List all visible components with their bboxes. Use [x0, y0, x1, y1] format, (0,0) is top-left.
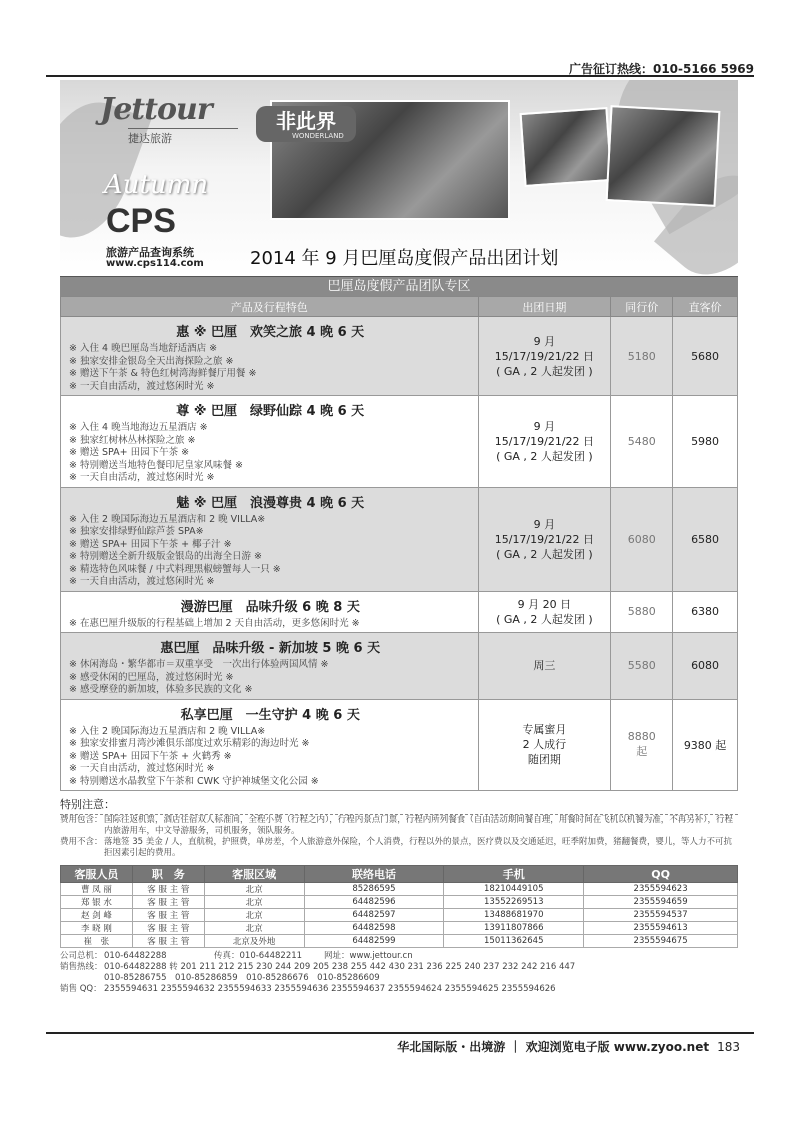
product-title: 魅 ※ 巴厘 浪漫尊贵 4 晚 6 天 [176, 495, 365, 511]
product-cell [61, 317, 479, 396]
product-feature: ※ 赠送 SPA+ 田园下午茶 ※ [69, 447, 190, 458]
zone-title: 巴厘岛度假产品团队专区 [60, 276, 738, 296]
notes [60, 814, 738, 859]
date-line: 2 人成行 [522, 738, 567, 752]
staff-cell: 北京 [204, 922, 304, 935]
date-cell [478, 396, 611, 488]
product-feature: ※ 一天自由活动，渡过悠闲时光 ※ [69, 380, 215, 392]
product-row [61, 633, 738, 700]
staff-header: 联络电话 [304, 866, 444, 883]
staff-cell: 客 服 主 管 [132, 909, 204, 922]
staff-header: 客服人员 [61, 866, 133, 883]
product-feature: ※ 在惠巴厘升级版的行程基础上增加 2 天自由活动，更多悠闲时光 ※ [69, 617, 360, 629]
staff-cell: 客 服 主 管 [132, 896, 204, 909]
note-key: 费用不含： [60, 837, 103, 847]
product-feature: ※ 入住 4 晚巴厘岛当地舒适酒店 ※ [69, 343, 218, 354]
product-header: 产品及行程特色 [61, 297, 479, 317]
date-line: 9 月 [533, 517, 556, 531]
product-feature: ※ 入住 2 晚国际海边五星酒店和 2 晚 VILLA※ [69, 725, 266, 737]
date-header: 出团日期 [478, 297, 611, 317]
product-feature: ※ 特别赠送水晶教堂下午茶和 CWK 守护神城堡文化公园 ※ [69, 775, 319, 787]
staff-cell: 李 晓 刚 [61, 922, 133, 935]
note-row [60, 837, 738, 859]
staff-cell: 郑 银 水 [61, 896, 133, 909]
product-feature: ※ 休闲海岛・繁华都市＝双重享受 一次出行体验两国风情 ※ [69, 659, 329, 670]
staff-cell: 北京 [204, 909, 304, 922]
date-line: 周三 [533, 659, 556, 673]
product-row [61, 699, 738, 791]
date-line: 随团期 [527, 753, 561, 767]
direct-price: 6380 [673, 591, 738, 633]
sales-qq: 2355594631 2355594632 2355594633 2355594636 2355594637 2355594624 2355594625 2355594626 [104, 984, 556, 994]
staff-header: 手机 [444, 866, 584, 883]
product-feature: ※ 独家安排蜜月湾沙滩俱乐部度过欢乐精彩的海边时光 ※ [69, 738, 310, 749]
bottom-rule [46, 1032, 754, 1034]
staff-row [61, 922, 738, 935]
jettour-logo: Jettour [100, 92, 212, 127]
staff-cell: 客 服 主 管 [132, 883, 204, 896]
note-value: 国际往返机票，酒店住宿双人标准间，全程小费（行程之内），行程内景点门票，行程内所列餐食（自由活动期间餐自理，用餐时间在飞机以机餐为准，不再另补），行程内旅游用车，中文导游服务，司机服务，领队服务。 [104, 815, 734, 836]
staff-cell: 64482597 [304, 909, 444, 922]
product-row [61, 396, 738, 488]
date-line: 15/17/19/21/22 日 [494, 532, 595, 546]
staff-cell: 13552269513 [444, 896, 584, 909]
fax: 传真：010-64482211 [214, 951, 303, 961]
product-cell [61, 633, 479, 700]
product-cell [61, 591, 479, 633]
date-cell [478, 633, 611, 700]
staff-cell: 64482599 [304, 935, 444, 948]
landscape-photo [520, 107, 613, 187]
product-row [61, 487, 738, 591]
partner-logo-sub: WONDERLAND [292, 132, 344, 140]
ad-hotline: 广告征订热线：010-5166 5969 [568, 62, 754, 76]
contact-key: 销售 QQ： [60, 984, 102, 994]
product-feature: ※ 精选特色风味餐 / 中式料理黑椒螃蟹每人一只 ※ [69, 563, 281, 575]
footer-text: 华北国际版・出境游 ｜ 欢迎浏览电子版 www.zyoo.net [397, 1040, 710, 1054]
staff-row [61, 896, 738, 909]
wedding-photo [606, 105, 721, 207]
date-line: 专属蜜月 [522, 723, 567, 737]
product-feature: ※ 赠送 SPA+ 田园下午茶 + 火鹤秀 ※ [69, 750, 232, 762]
notes-title: 特别注意： [60, 798, 115, 811]
website[interactable]: 网址：www.jettour.cn [324, 951, 413, 961]
page-number: 183 [717, 1040, 740, 1054]
direct-price: 6580 [673, 487, 738, 591]
staff-cell: 赵 剑 峰 [61, 909, 133, 922]
product-feature: ※ 赠送下午茶 & 特色红树湾海鲜餐厅用餐 ※ [69, 368, 257, 379]
date-cell [478, 699, 611, 791]
ad-page [60, 80, 738, 1030]
date-cell [478, 487, 611, 591]
product-feature: ※ 独家安排金银岛全天出海探险之旅 ※ [69, 355, 234, 367]
staff-cell: 13488681970 [444, 909, 584, 922]
staff-cell: 2355594537 [584, 909, 738, 922]
date-line: ( GA , 2 人起发团 ) [496, 449, 593, 463]
date-line: 15/17/19/21/22 日 [494, 434, 595, 448]
staff-row [61, 883, 738, 896]
staff-header: QQ [584, 866, 738, 883]
note-row [60, 815, 738, 837]
cps-subtitle: 旅游产品查询系统 [106, 246, 194, 259]
product-cell [61, 699, 479, 791]
staff-cell: 曹 凤 丽 [61, 883, 133, 896]
staff-header: 职 务 [132, 866, 204, 883]
jettour-logo-sub: 捷达旅游 [128, 128, 238, 146]
staff-cell: 北京及外地 [204, 935, 304, 948]
peer-price: 5180 [611, 317, 673, 396]
staff-cell: 18210449105 [444, 883, 584, 896]
staff-row [61, 935, 738, 948]
staff-cell: 85286595 [304, 883, 444, 896]
product-feature: ※ 赠送 SPA+ 田园下午茶 + 椰子汁 ※ [69, 538, 232, 550]
direct-price: 6080 [673, 633, 738, 700]
product-feature: ※ 感受休闲的巴厘岛，渡过悠闲时光 ※ [69, 671, 234, 683]
staff-header: 客服区域 [204, 866, 304, 883]
peer-price: 5580 [611, 633, 673, 700]
staff-cell: 15011362645 [444, 935, 584, 948]
date-line: ( GA , 2 人起发团 ) [496, 364, 593, 378]
sales-line: 010-85286755 010-85286859 010-85286676 010-85286609 [104, 973, 380, 983]
staff-cell: 崔 张 [61, 935, 133, 948]
date-cell [478, 591, 611, 633]
contact-row [60, 951, 738, 962]
staff-table [60, 865, 738, 948]
date-line: ( GA , 2 人起发团 ) [496, 547, 593, 561]
staff-cell: 2355594613 [584, 922, 738, 935]
product-row [61, 591, 738, 633]
staff-cell: 北京 [204, 896, 304, 909]
product-title: 惠 ※ 巴厘 欢笑之旅 4 晚 6 天 [176, 325, 365, 340]
date-line: 15/17/19/21/22 日 [494, 349, 595, 363]
product-title: 惠巴厘 品味升级 - 新加坡 5 晚 6 天 [160, 641, 381, 656]
staff-cell: 64482596 [304, 896, 444, 909]
product-title: 尊 ※ 巴厘 绿野仙踪 4 晚 6 天 [176, 404, 365, 419]
top-rule [46, 75, 754, 77]
sales-line: 010-64482288 转 201 211 212 215 230 244 209 205 238 255 442 430 231 236 225 240 237 232 242 216 447 [104, 962, 576, 972]
product-feature: ※ 感受摩登的新加坡，体验多民族的文化 ※ [69, 684, 253, 695]
direct-price: 5680 [673, 317, 738, 396]
cps-url: www.cps114.com [106, 258, 204, 269]
partner-logo: 非此界 [256, 106, 356, 142]
note-key: 费用包含： [60, 815, 103, 825]
contact-row [60, 962, 738, 984]
contact-row [60, 984, 738, 995]
product-cell [61, 396, 479, 488]
product-feature: ※ 独家红树林丛林探险之旅 ※ [69, 434, 196, 446]
date-line: 9 月 [533, 419, 556, 433]
direct-price: 5980 [673, 396, 738, 488]
contact-key: 销售热线： [60, 962, 103, 972]
product-title: 私享巴厘 一生守护 4 晚 6 天 [180, 707, 360, 723]
footer [397, 1038, 740, 1055]
staff-cell: 2355594659 [584, 896, 738, 909]
direct-price-header: 直客价 [673, 297, 738, 317]
date-line: 9 月 20 日 [517, 597, 572, 611]
company-phone: 010-64482288 [104, 951, 167, 961]
product-row [61, 317, 738, 396]
note-value: 落地签 35 美金 / 人，直航税，护照费，单房差，个人旅游意外保险，个人消费，行程以外的景点，医疗费以及交通延迟，旺季附加费，猪翻餐费，婴儿，等人力不可抗拒因素引起的费用。 [104, 837, 732, 858]
product-feature: ※ 一天自由活动，渡过悠闲时光 ※ [69, 472, 215, 483]
product-feature: ※ 特别赠送当地特色餐印尼皇家风味餐 ※ [69, 459, 243, 471]
cps-logo: CPS [106, 202, 176, 240]
product-table [60, 296, 738, 791]
page-title: 2014 年 9 月巴厘岛度假产品出团计划 [250, 248, 559, 269]
contact-info [60, 951, 738, 995]
date-line: 9 月 [533, 334, 556, 348]
contact-key: 公司总机： [60, 951, 103, 961]
peer-price: 5480 [611, 396, 673, 488]
product-feature: ※ 入住 2 晚国际海边五星酒店和 2 晚 VILLA※ [69, 513, 266, 525]
sales-lines [104, 962, 575, 984]
peer-price: 8880 起 [611, 699, 673, 791]
staff-cell: 客 服 主 管 [132, 922, 204, 935]
staff-row [61, 909, 738, 922]
product-cell [61, 487, 479, 591]
autumn-text: Autumn [104, 170, 209, 200]
product-feature: ※ 一天自由活动，渡过悠闲时光 ※ [69, 576, 215, 587]
banner [60, 80, 738, 276]
product-feature: ※ 入住 4 晚当地海边五星酒店 ※ [69, 422, 208, 433]
peer-price-header: 同行价 [611, 297, 673, 317]
staff-cell: 北京 [204, 883, 304, 896]
product-title: 漫游巴厘 品味升级 6 晚 8 天 [180, 599, 360, 615]
staff-cell: 2355594675 [584, 935, 738, 948]
product-feature: ※ 特别赠送全新升级版金银岛的出海全日游 ※ [69, 551, 262, 562]
product-feature: ※ 独家安排绿野仙踪芦荟 SPA※ [69, 526, 204, 537]
staff-cell: 2355594623 [584, 883, 738, 896]
direct-price: 9380 起 [673, 699, 738, 791]
staff-cell: 13911807866 [444, 922, 584, 935]
peer-price: 6080 [611, 487, 673, 591]
peer-price: 5880 [611, 591, 673, 633]
date-cell [478, 317, 611, 396]
date-line: ( GA , 2 人起发团 ) [496, 612, 593, 626]
staff-cell: 客 服 主 管 [132, 935, 204, 948]
product-feature: ※ 一天自由活动，渡过悠闲时光 ※ [69, 763, 215, 774]
staff-cell: 64482598 [304, 922, 444, 935]
